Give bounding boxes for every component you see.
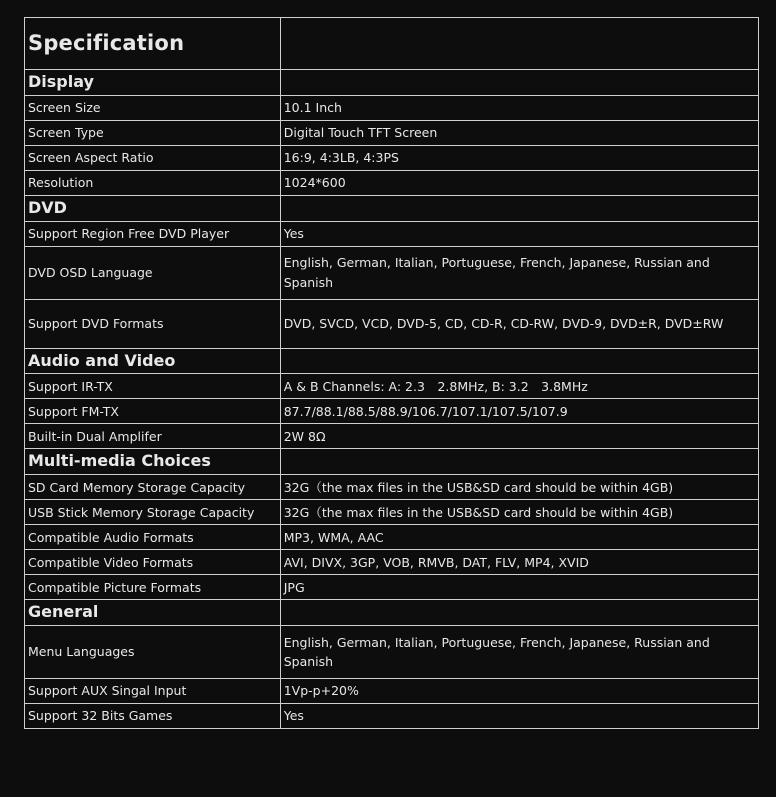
spec-value: MP3, WMA, AAC: [280, 525, 758, 550]
page-title-text: Specification: [28, 31, 185, 56]
table-row: [25, 299, 759, 348]
spec-value: English, German, Italian, Portuguese, French, Japanese, Russian and Spanish: [280, 246, 758, 299]
spec-value: 32G（the max files in the USB&SD card should be within 4GB): [280, 475, 758, 500]
spec-value: 87.7/88.1/88.5/88.9/106.7/107.1/107.5/107.9: [280, 399, 758, 424]
spec-value: 1024*600: [280, 170, 758, 195]
spec-value: 2W 8Ω: [280, 424, 758, 449]
section-row-multimedia: [25, 449, 759, 475]
section-empty-cell: [280, 348, 758, 374]
spec-value: 16:9, 4:3LB, 4:3PS: [280, 145, 758, 170]
section-row-audio-video: [25, 348, 759, 374]
section-row-general: [25, 600, 759, 626]
table-row: [25, 575, 759, 600]
spec-label: Built-in Dual Amplifer: [25, 424, 281, 449]
spec-value: AVI, DIVX, 3GP, VOB, RMVB, DAT, FLV, MP4, XVID: [280, 550, 758, 575]
table-row: [25, 424, 759, 449]
spec-label: Support IR-TX: [25, 374, 281, 399]
page-title: [25, 18, 281, 70]
spec-label: Resolution: [25, 170, 281, 195]
table-row: [25, 475, 759, 500]
section-empty-cell: [280, 70, 758, 96]
section-row-display: [25, 70, 759, 96]
section-empty-cell: [280, 600, 758, 626]
spec-label: Support FM-TX: [25, 399, 281, 424]
spec-value: Digital Touch TFT Screen: [280, 120, 758, 145]
section-heading: Multi-media Choices: [25, 449, 281, 475]
table-row: [25, 246, 759, 299]
table-row: [25, 525, 759, 550]
spec-label: Compatible Video Formats: [25, 550, 281, 575]
spec-value: Yes: [280, 703, 758, 728]
spec-value: DVD, SVCD, VCD, DVD-5, CD, CD-R, CD-RW, DVD-9, DVD±R, DVD±RW: [280, 299, 758, 348]
spec-label: Support 32 Bits Games: [25, 703, 281, 728]
title-empty-cell: [280, 18, 758, 70]
section-row-dvd: [25, 195, 759, 221]
spec-value: English, German, Italian, Portuguese, French, Japanese, Russian and Spanish: [280, 625, 758, 678]
spec-value: A & B Channels: A: 2.3 2.8MHz, B: 3.2 3.8MHz: [280, 374, 758, 399]
table-row: [25, 120, 759, 145]
spec-label: Menu Languages: [25, 625, 281, 678]
spec-label: DVD OSD Language: [25, 246, 281, 299]
section-empty-cell: [280, 195, 758, 221]
table-row: [25, 500, 759, 525]
table-row: [25, 221, 759, 246]
table-row: [25, 374, 759, 399]
spec-label: Compatible Audio Formats: [25, 525, 281, 550]
table-row: [25, 145, 759, 170]
spec-label: SD Card Memory Storage Capacity: [25, 475, 281, 500]
section-empty-cell: [280, 449, 758, 475]
table-row: [25, 170, 759, 195]
section-heading: General: [25, 600, 281, 626]
spec-value: JPG: [280, 575, 758, 600]
spec-label: Compatible Picture Formats: [25, 575, 281, 600]
spec-label: Screen Type: [25, 120, 281, 145]
spec-label: Support Region Free DVD Player: [25, 221, 281, 246]
section-heading: Audio and Video: [25, 348, 281, 374]
table-row: [25, 550, 759, 575]
spec-value: 10.1 Inch: [280, 95, 758, 120]
specification-table: [24, 17, 759, 729]
spec-label: Screen Size: [25, 95, 281, 120]
spec-value: Yes: [280, 221, 758, 246]
section-heading: Display: [25, 70, 281, 96]
spec-label: Support DVD Formats: [25, 299, 281, 348]
section-heading: DVD: [25, 195, 281, 221]
table-row: [25, 678, 759, 703]
table-row: [25, 399, 759, 424]
spec-value: 32G（the max files in the USB&SD card should be within 4GB): [280, 500, 758, 525]
spec-value: 1Vp-p+20%: [280, 678, 758, 703]
spec-label: USB Stick Memory Storage Capacity: [25, 500, 281, 525]
table-row: [25, 625, 759, 678]
spec-label: Screen Aspect Ratio: [25, 145, 281, 170]
table-row: [25, 703, 759, 728]
table-row: [25, 95, 759, 120]
spec-label: Support AUX Singal Input: [25, 678, 281, 703]
title-row: [25, 18, 759, 70]
